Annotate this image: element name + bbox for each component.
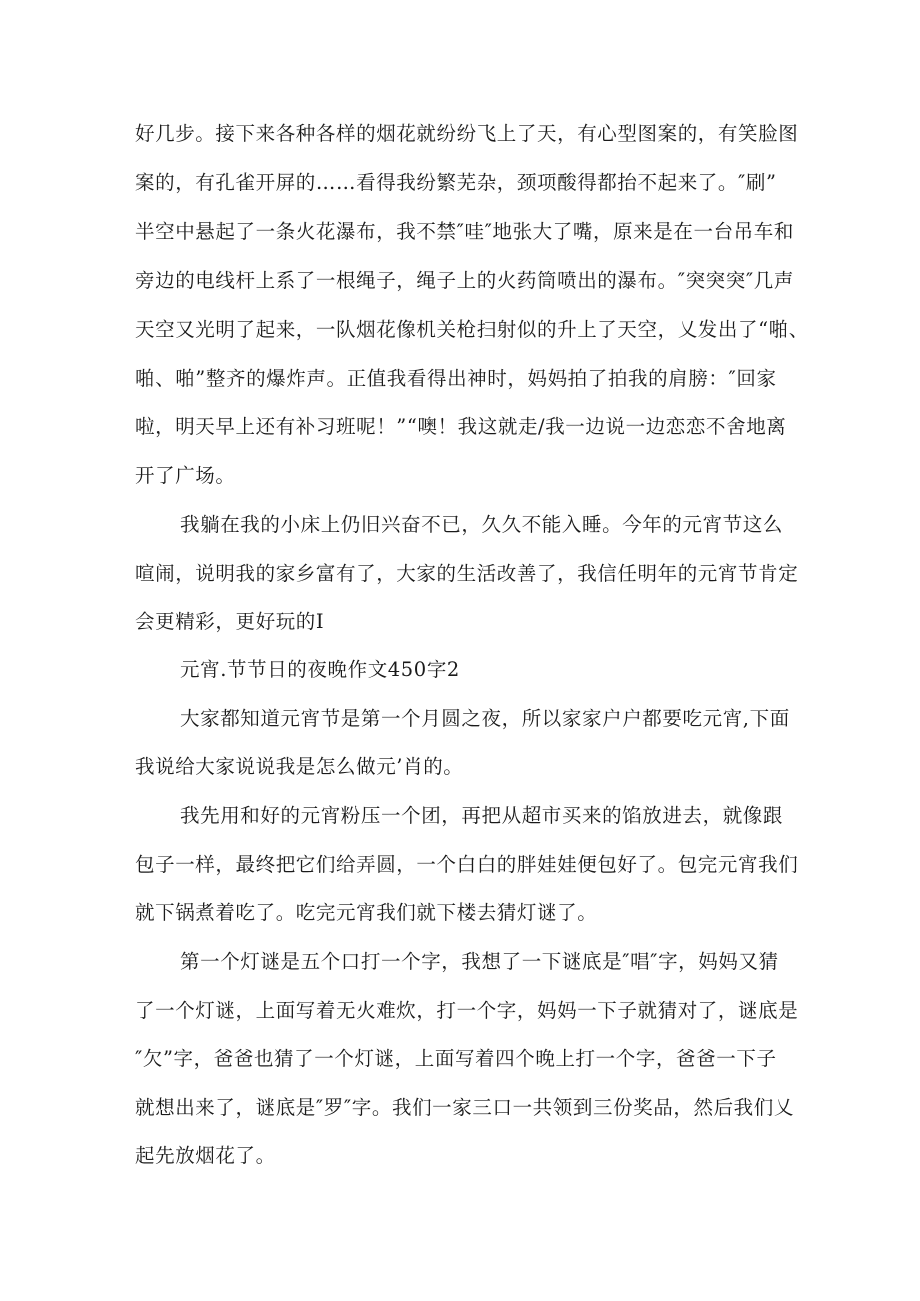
text-line: 大家都知道元宵节是第一个月圆之夜，所以家家户户都要吃元宵,下面 [180,707,790,730]
text-line: 我躺在我的小床上仍旧兴奋不已，久久不能入睡。今年的元宵节这么 [180,513,784,536]
text-line: 第一个灯谜是五个口打一个字，我想了一下谜底是″唱″字，妈妈又猜 [180,950,779,973]
text-line: 天空又光明了起来，一队烟花像机关枪扫射似的升上了天空，乂发出了“啪、 [135,318,809,341]
text-line: 就想出来了，谜底是″罗″字。我们一家三口一共领到三份奖品，然后我们乂 [135,1096,794,1119]
text-line: 我先用和好的元宵粉压一个团，再把从超市买来的馅放进去，就像跟 [180,804,784,827]
text-line: 啪、啪”整齐的爆炸声。正值我看得出神时，妈妈拍了拍我的肩膀：″回家 [135,367,777,390]
text-line: 开了广场。 [135,464,236,487]
text-line: 好几步。接下来各种各样的烟花就纷纷飞上了天，有心型图案的，有笑脸图 [135,122,799,145]
text-line: 啦，明天早上还有补习班呢！”“噢！我这就走/我一边说一边恋恋不舍地离 [135,415,787,438]
text-line: 会更精彩，更好玩的I [135,610,325,633]
text-line: 了一个灯谜，上面写着无火难炊，打一个字，妈妈一下子就猜对了，谜底是 [135,999,799,1022]
text-line: 旁边的电线杆上系了一根绳子，绳子上的火药筒喷出的瀑布。″突突突″几声 [135,269,794,292]
text-line: ″欠”字，爸爸也猜了一个灯谜，上面写着四个晚上打一个字，爸爸一下子 [135,1047,777,1070]
text-line: 喧闹，说明我的家乡富有了，大家的生活改善了，我信任明年的元宵节肯定 [135,562,799,585]
text-line: 我说给大家说说我是怎么做元’肖的。 [135,755,464,778]
text-line: 包子一样，最终把它们给弄圆，一个白白的胖娃娃便包好了。包完元宵我们 [135,853,799,876]
text-line: 半空中悬起了一条火花瀑布，我不禁″哇″地张大了嘴，原来是在一台吊车和 [135,220,794,243]
section-heading: 元宵.节节日的夜晚作文450字2 [180,658,460,681]
text-line: 案的，有孔雀开屏的……看得我纷繁芜杂，颈项酸得都抬不起来了。″刷” [135,171,777,194]
text-line: 就下锅煮着吃了。吃完元宵我们就下楼去猜灯谜了。 [135,901,598,924]
text-line: 起先放烟花了。 [135,1144,276,1167]
